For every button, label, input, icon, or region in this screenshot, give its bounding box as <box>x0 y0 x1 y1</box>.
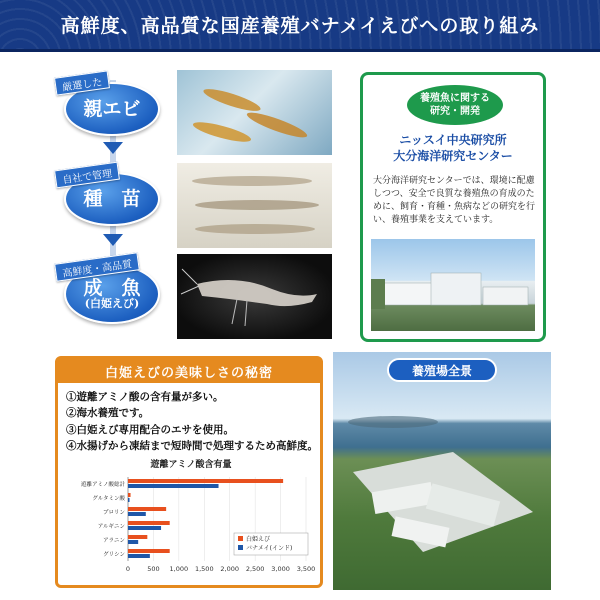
x-tick-label: 3,000 <box>271 565 290 573</box>
list-item: ①遊離アミノ酸の含有量が多い。 <box>66 391 224 403</box>
stage-label: 種 苗 <box>83 187 141 210</box>
down-arrow-icon <box>103 142 123 154</box>
stage-label: 親エビ <box>83 97 141 120</box>
stage-tag: 厳選した <box>54 70 110 95</box>
bar-vannamei <box>128 554 150 558</box>
research-title-line1: ニッスイ中央研究所 <box>399 133 507 147</box>
bar-vannamei <box>128 540 138 544</box>
research-title-line2: 大分海洋研究センター <box>393 148 513 163</box>
x-tick-label: 1,500 <box>194 565 214 573</box>
bar-shirahime <box>128 549 170 553</box>
legend-label: 白姫えび <box>246 536 271 543</box>
bar-shirahime <box>128 507 166 511</box>
page-banner <box>0 0 600 52</box>
bar-vannamei <box>128 526 161 530</box>
farm-badge: 養殖場全景 <box>387 358 497 382</box>
stage-sub-label: (白姫えび) <box>84 297 140 311</box>
research-badge <box>407 85 503 125</box>
legend-swatch <box>238 536 243 541</box>
bar-vannamei <box>128 512 146 516</box>
taste-secret-heading: 白姫えびの美味しさの秘密 <box>58 359 320 383</box>
farm-aerial-photo <box>333 352 551 590</box>
bar-shirahime <box>128 479 283 483</box>
seedling-photo <box>177 163 332 248</box>
banner-title: 高鮮度、高品質な国産養殖バナメイえびへの取り組み <box>60 15 540 37</box>
x-tick-label: 0 <box>125 565 131 573</box>
chart-title: 遊離アミノ酸含有量 <box>150 460 232 470</box>
research-building-photo <box>371 239 535 331</box>
x-tick-label: 2,000 <box>220 565 240 573</box>
bar-vannamei <box>128 484 219 488</box>
parent-shrimp-photo <box>177 70 332 155</box>
research-badge-text: 養殖魚に関する 研究・開発 <box>420 93 490 117</box>
research-center-title <box>363 133 543 164</box>
adult-shrimp-photo <box>177 254 332 339</box>
x-tick-label: 1,000 <box>169 565 189 573</box>
y-tick-label: グリシン <box>103 552 125 558</box>
bar-shirahime <box>128 521 170 525</box>
amino-acid-chart-svg <box>66 455 316 585</box>
y-tick-label: プロリン <box>102 510 125 516</box>
x-tick-label: 3,500 <box>296 565 316 573</box>
stage-tag: 高鮮度・高品質 <box>54 252 140 282</box>
research-description: 大分海洋研究センターでは、環境に配慮しつつ、安全で良質な養殖魚の育成のために、飼育・育種・魚病などの研究を行い、養殖事業を支えています。 <box>373 176 536 226</box>
list-item: ②海水養殖です。 <box>66 407 150 420</box>
y-tick-label: 遊離アミノ酸総計 <box>80 482 125 488</box>
bar-vannamei <box>128 498 130 502</box>
x-tick-label: 500 <box>147 565 160 573</box>
y-tick-label: グルタミン酸 <box>92 496 125 502</box>
legend-swatch <box>238 545 243 550</box>
x-tick-label: 2,500 <box>245 565 265 573</box>
taste-secret-panel <box>55 356 323 588</box>
legend-label: バナメイ(インド) <box>246 545 293 552</box>
taste-secret-list <box>66 389 318 454</box>
stage-tag: 自社で管理 <box>54 162 120 189</box>
y-tick-label: アラニン <box>102 538 125 544</box>
stage-label: 成 魚 <box>83 276 141 299</box>
amino-acid-chart <box>66 455 316 585</box>
list-item: ③白姫えび専用配合のエサを使用。 <box>66 423 234 436</box>
list-item: ④水揚げから凍結まで短時間で処理するため高鮮度。 <box>66 439 318 452</box>
y-tick-label: アルギニン <box>97 524 125 530</box>
bar-shirahime <box>128 493 131 497</box>
bar-shirahime <box>128 535 147 539</box>
research-center-panel <box>360 72 546 342</box>
down-arrow-icon <box>103 234 123 246</box>
